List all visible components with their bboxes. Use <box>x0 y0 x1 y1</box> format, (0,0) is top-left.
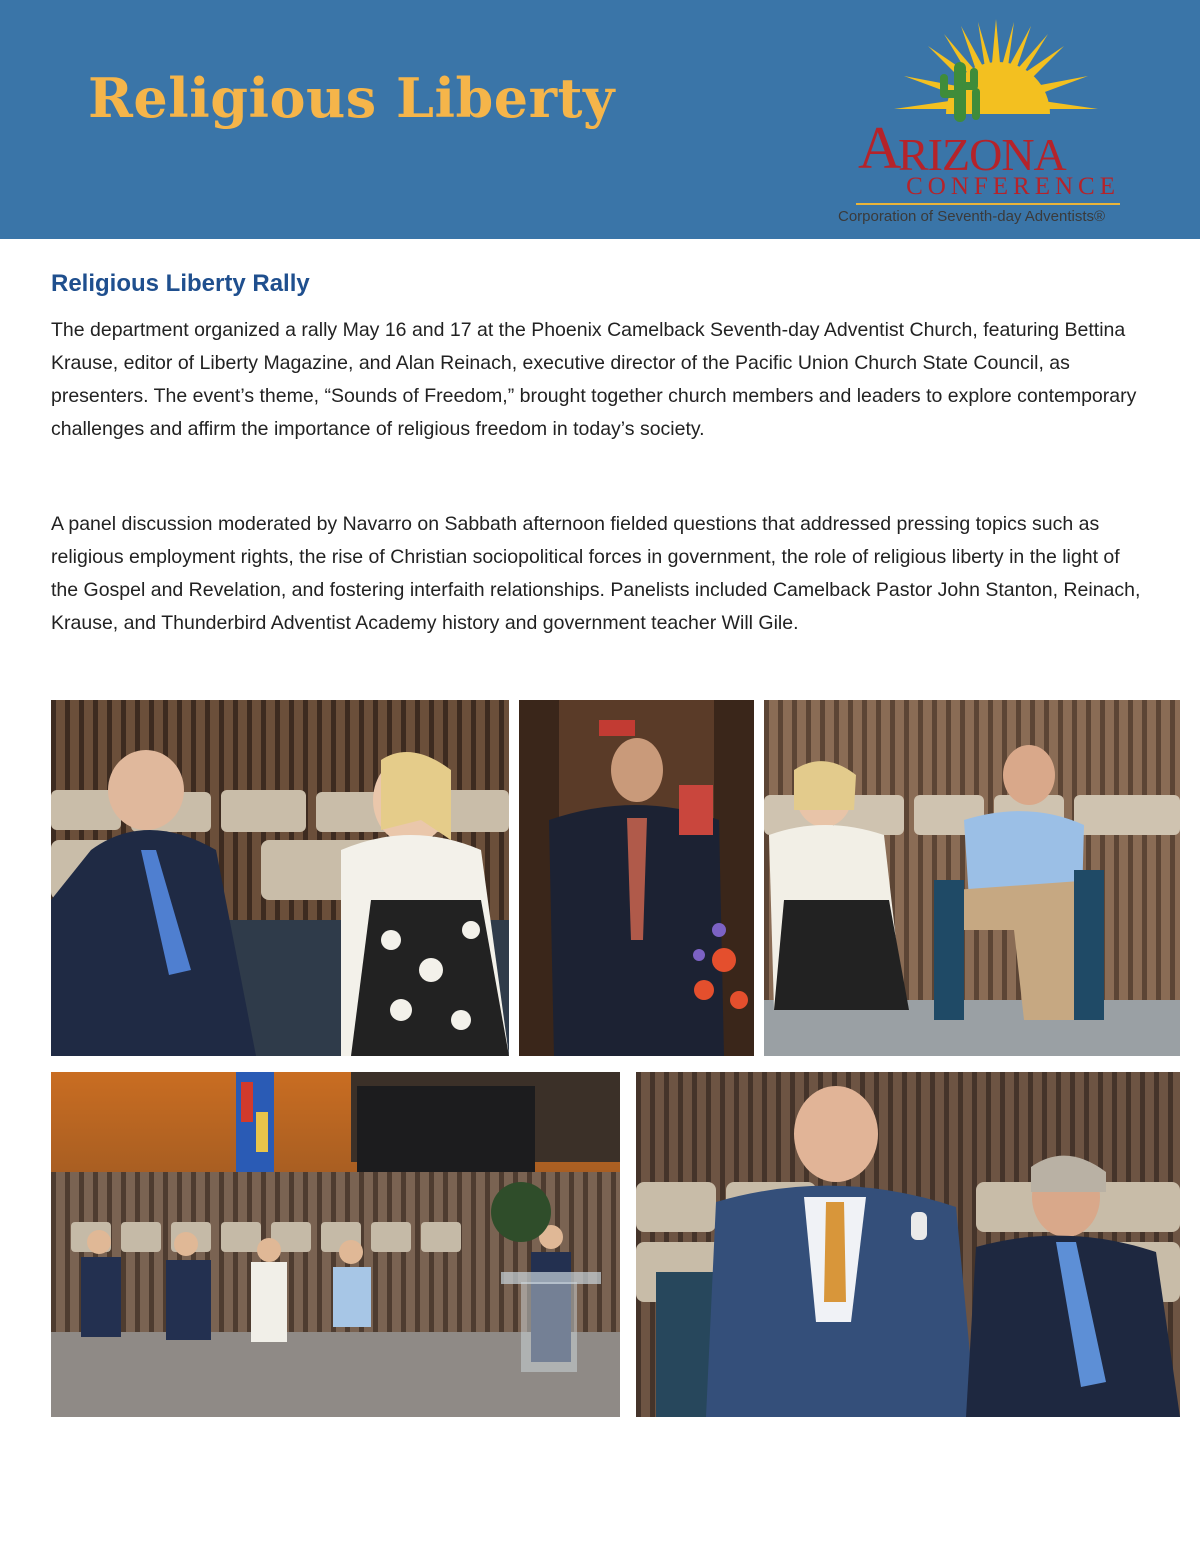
logo-wordmark: RIZONA <box>898 129 1066 180</box>
photo-stage-wide <box>51 1072 620 1417</box>
arizona-conference-logo <box>836 14 1146 232</box>
logo-corporation: Corporation of Seventh-day Adventists® <box>838 208 1106 225</box>
photo-krause-gile <box>764 700 1180 1056</box>
photo-presenter-book <box>519 700 754 1056</box>
logo-subtitle: CONFERENCE <box>906 173 1120 200</box>
page-title: Religious Liberty <box>88 66 615 130</box>
section-heading: Religious Liberty Rally <box>51 270 310 297</box>
photo-stanton-reinach <box>636 1072 1180 1417</box>
article-paragraph: The department organized a rally May 16 and 17 at the Phoenix Camelback Seventh-day Adventist Church, featuring Bettina Krause, editor of Liberty Magazine, and Alan Reinach, executive director of the Pacific Union Church State Council, as presenters. The event’s theme, “Sounds of Freedom,” brought together church members and leaders to explore contemporary challenges and affirm the importance of religious freedom in today’s society. <box>51 319 1137 440</box>
page-header <box>0 0 1200 239</box>
article-paragraph: A panel discussion moderated by Navarro on Sabbath afternoon fielded questions that addressed pressing topics such as religious employment rights, the rise of Christian sociopolitical forces in government, the role of religious liberty in the light of the Gospel and Revelation, and fostering interfaith relationships. Panelists included Camelback Pastor John Stanton, Reinach, Krause, and Thunderbird Adventist Academy history and government teacher Will Gile. <box>51 513 1141 634</box>
logo-wordmark-initial: A <box>858 115 901 181</box>
photo-panelists-krause <box>51 700 509 1056</box>
logo-divider <box>856 203 1120 205</box>
